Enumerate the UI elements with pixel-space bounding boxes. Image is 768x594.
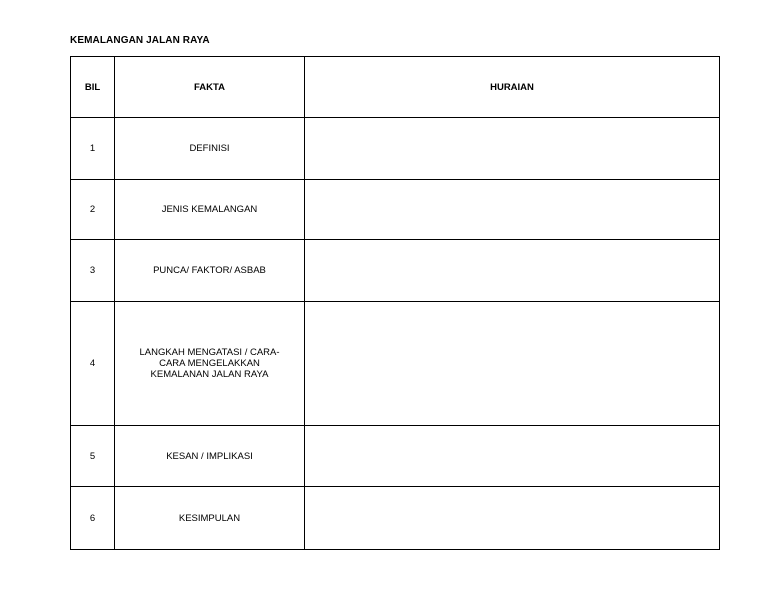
table-row <box>71 180 720 240</box>
row-number: 6 <box>71 487 115 550</box>
description-cell[interactable] <box>305 487 720 550</box>
fact-label: KESAN / IMPLIKASI <box>166 450 253 462</box>
table-row <box>71 240 720 302</box>
fact-cell <box>115 302 305 426</box>
fact-label: KESIMPULAN <box>178 512 241 524</box>
fact-label: PUNCA/ FAKTOR/ ASBAB <box>153 265 266 276</box>
fact-cell <box>115 180 305 240</box>
row-number: 1 <box>71 118 115 180</box>
fact-cell <box>115 487 305 550</box>
description-cell[interactable] <box>305 302 720 426</box>
row-number: 2 <box>71 180 115 240</box>
description-cell[interactable] <box>305 180 720 240</box>
table-row <box>71 426 720 487</box>
fact-cell <box>115 240 305 302</box>
header-fakta: FAKTA <box>115 57 305 118</box>
header-huraian: HURAIAN <box>305 57 720 118</box>
header-bil: BIL <box>71 57 115 118</box>
description-cell[interactable] <box>305 426 720 487</box>
description-cell[interactable] <box>305 118 720 180</box>
table-header-row <box>71 57 720 118</box>
fact-cell <box>115 118 305 180</box>
fact-label: DEFINISI <box>189 143 230 154</box>
fact-label: LANGKAH MENGATASI / CARA- CARA MENGELAKKAN KEMALANAN JALAN RAYA <box>139 347 280 380</box>
row-number: 3 <box>71 240 115 302</box>
description-cell[interactable] <box>305 240 720 302</box>
row-number: 5 <box>71 426 115 487</box>
fact-cell <box>115 426 305 487</box>
fact-label: JENIS KEMALANGAN <box>161 204 258 215</box>
table-row <box>71 302 720 426</box>
row-number: 4 <box>71 302 115 426</box>
table-row <box>71 487 720 550</box>
facts-table <box>70 56 720 550</box>
document-title: KEMALANGAN JALAN RAYA <box>70 35 210 46</box>
table-row <box>71 118 720 180</box>
